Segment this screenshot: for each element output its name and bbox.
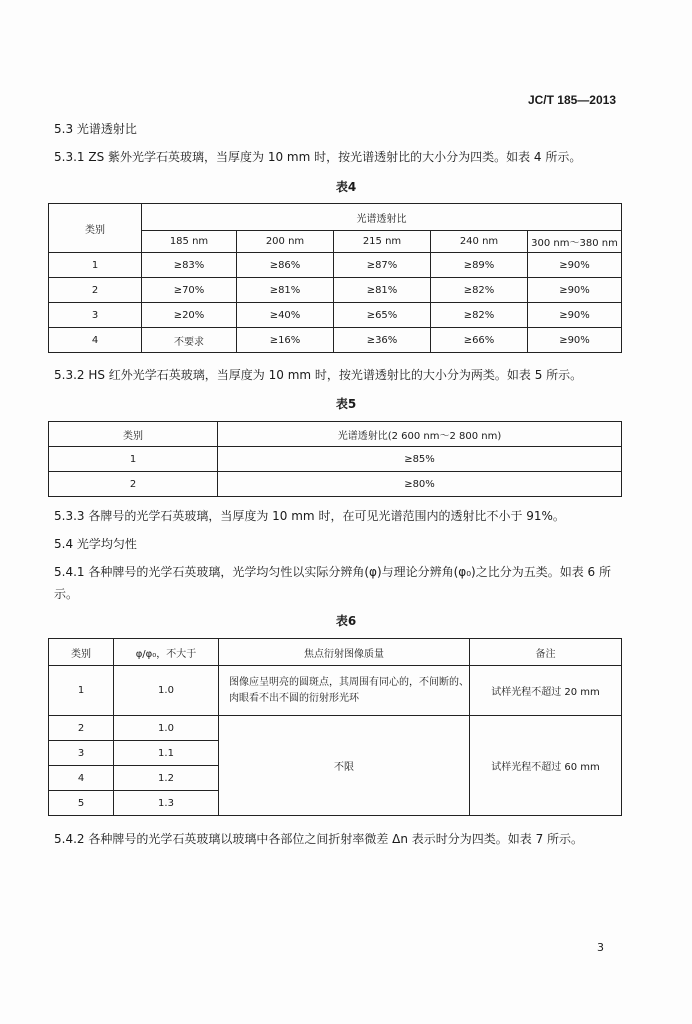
table-4-wavelength: 240 nm [431,231,528,253]
table-cell: 2 [49,472,218,497]
table-cell: ≥90% [528,303,622,328]
table-5 [48,421,622,497]
table-cell: ≥90% [528,253,622,278]
table-row [49,472,622,497]
table-row [49,447,622,472]
table-cell: 2 [49,716,114,741]
table-cell-quality: 不限 [219,716,470,816]
table-6-header-quality: 焦点衍射图像质量 [219,639,470,666]
table-6-caption: 表6 [335,614,357,628]
section-5-4-heading: 5.4 光学均匀性 [54,537,137,551]
table-cell: ≥85% [218,447,622,472]
table-4-wavelength: 215 nm [334,231,431,253]
table-cell: 3 [49,741,114,766]
table-6-header-category: 类别 [49,639,114,666]
paragraph-5-3-2: 5.3.2 HS 红外光学石英玻璃，当厚度为 10 mm 时，按光谱透射比的大小分为两类。如表 5 所示。 [54,368,583,382]
paragraph-5-3-3: 5.3.3 各牌号的光学石英玻璃，当厚度为 10 mm 时，在可见光谱范围内的透射比不小于 91%。 [54,509,565,523]
table-row [49,328,622,353]
table-cell: ≥83% [142,253,237,278]
table-cell: ≥90% [528,278,622,303]
table-cell: 1 [49,253,142,278]
table-row [49,303,622,328]
standard-code: JC/T 185—2013 [527,93,616,107]
table-cell: ≥81% [237,278,334,303]
table-cell: ≥82% [431,303,528,328]
table-6 [48,638,622,816]
table-cell: 不要求 [142,328,237,353]
table-5-header-transmittance: 光谱透射比(2 600 nm～2 800 nm) [218,422,622,447]
section-5-3-heading: 5.3 光谱透射比 [54,122,137,136]
paragraph-5-4-2: 5.4.2 各种牌号的光学石英玻璃以玻璃中各部位之间折射率微差 Δn 表示时分为四类。如表 7 所示。 [54,832,584,846]
table-6-header-ratio: φ/φ₀，不大于 [114,639,219,666]
table-4-header-category: 类别 [49,204,142,253]
table-cell: 1.3 [114,791,219,816]
table-4-wavelength: 300 nm～380 nm [528,231,622,253]
table-cell-remark: 试样光程不超过 60 mm [470,716,622,816]
table-cell: 1.2 [114,766,219,791]
paragraph-5-4-1: 5.4.1 各种牌号的光学石英玻璃，光学均匀性以实际分辨角(φ)与理论分辨角(φ₀)之比分为五类。如表 6 所示。 [54,565,611,601]
table-cell: 1 [49,666,114,716]
table-cell: ≥16% [237,328,334,353]
table-cell: 5 [49,791,114,816]
table-cell: ≥65% [334,303,431,328]
table-cell: ≥90% [528,328,622,353]
table-cell: 2 [49,278,142,303]
table-5-caption: 表5 [335,397,357,411]
paragraph-5-3-1: 5.3.1 ZS 紫外光学石英玻璃，当厚度为 10 mm 时，按光谱透射比的大小分为四类。如表 4 所示。 [54,150,582,164]
table-cell: ≥70% [142,278,237,303]
table-4-header-transmittance: 光谱透射比 [142,204,622,231]
table-cell: ≥81% [334,278,431,303]
table-4-wavelength: 185 nm [142,231,237,253]
table-4 [48,203,622,353]
table-cell: 4 [49,766,114,791]
page-number: 3 [597,941,604,954]
table-cell: ≥40% [237,303,334,328]
table-cell: 1.0 [114,716,219,741]
table-cell: 3 [49,303,142,328]
table-cell: ≥86% [237,253,334,278]
table-cell: 4 [49,328,142,353]
table-cell: 1.1 [114,741,219,766]
table-row [49,666,622,716]
table-cell: ≥66% [431,328,528,353]
table-row [49,278,622,303]
table-cell: 1.0 [114,666,219,716]
table-cell: ≥36% [334,328,431,353]
table-cell-remark: 试样光程不超过 20 mm [470,666,622,716]
table-cell: ≥82% [431,278,528,303]
table-4-caption: 表4 [335,180,357,194]
table-cell: ≥89% [431,253,528,278]
table-cell: ≥20% [142,303,237,328]
table-6-header-remark: 备注 [470,639,622,666]
table-row [49,716,622,741]
table-row [49,253,622,278]
table-4-wavelength: 200 nm [237,231,334,253]
table-cell: ≥87% [334,253,431,278]
table-cell: ≥80% [218,472,622,497]
table-cell: 1 [49,447,218,472]
table-5-header-category: 类别 [49,422,218,447]
table-cell-quality: 图像应呈明亮的圆斑点，其周围有同心的，不间断的、肉眼看不出不圆的衍射形光环 [219,666,470,716]
